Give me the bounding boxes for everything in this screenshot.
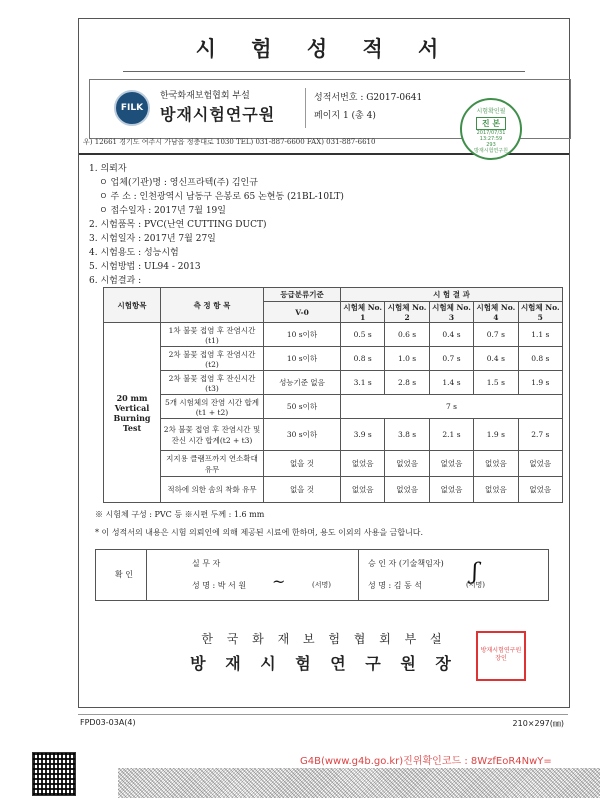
value-cell: 0.7 s bbox=[429, 347, 473, 371]
table-row bbox=[104, 395, 563, 419]
value-cell: 없었음 bbox=[518, 477, 562, 503]
document-title: 시 험 성 적 서 bbox=[195, 36, 453, 61]
value-cell: 없었음 bbox=[474, 477, 518, 503]
official-seal: 방재시험연구원장인 bbox=[476, 631, 526, 681]
header-grade-value: V-0 bbox=[264, 302, 341, 323]
verification-code: G4B(www.g4b.go.kr)진위확인코드 : 8WzfEoR4NwY= bbox=[300, 756, 552, 767]
value-cell: 0.6 s bbox=[385, 323, 429, 347]
measure-cell: 적하에 의한 솜의 착화 유무 bbox=[161, 477, 264, 503]
staff-name: 성 명 : 박 서 원 bbox=[192, 581, 247, 590]
header-grade: 등급분류기준 bbox=[264, 288, 341, 302]
value-cell: 1.1 s bbox=[518, 323, 562, 347]
value-cell: 없었음 bbox=[341, 451, 385, 477]
approver-title: 승 인 자 (기술책임자) bbox=[368, 559, 444, 568]
signature-box bbox=[95, 549, 549, 601]
confirm-label: 확 인 bbox=[102, 550, 147, 600]
staff-title: 실 무 자 bbox=[192, 559, 221, 568]
value-cell: 3.1 s bbox=[341, 371, 385, 395]
table-row bbox=[104, 419, 563, 451]
value-cell: 2.1 s bbox=[429, 419, 473, 451]
specimen-note: ※ 시험체 구성 : PVC 등 ※시편 두께 : 1.6 mm bbox=[95, 510, 265, 519]
test-name-cell: 20 mm Vertical Burning Test bbox=[104, 323, 161, 503]
value-cell: 0.4 s bbox=[429, 323, 473, 347]
value-cell: 없었음 bbox=[518, 451, 562, 477]
approver-sign-label: (서명) bbox=[466, 581, 485, 589]
value-cell: 2.8 s bbox=[385, 371, 429, 395]
form-number: FPD03-03A(4) bbox=[80, 718, 136, 727]
applicant-company: ㅇ 업체(기관)명 : 영신프라텍(주) 김인규 bbox=[99, 178, 258, 188]
org-name: 방재시험연구원 bbox=[160, 105, 276, 124]
criteria-cell: 10 s이하 bbox=[264, 323, 341, 347]
title-divider bbox=[123, 71, 525, 72]
value-cell: 0.5 s bbox=[341, 323, 385, 347]
value-cell: 1.5 s bbox=[474, 371, 518, 395]
value-cell: 없었음 bbox=[474, 451, 518, 477]
measure-cell: 1차 불꽃 접염 후 잔염시간(t1) bbox=[161, 323, 264, 347]
header-test-item: 시험항목 bbox=[104, 288, 161, 323]
signature-separator bbox=[358, 550, 359, 600]
applicant-address: ㅇ 주 소 : 인천광역시 남동구 은봉로 65 논현동 (21BL-10LT) bbox=[99, 192, 344, 202]
staff-signature: ~ bbox=[272, 572, 286, 591]
table-row bbox=[104, 451, 563, 477]
usage-note: * 이 성적서의 내용은 시험 의뢰인에 의해 제공된 시료에 한하며, 용도 이외의 사용을 금합니다. bbox=[95, 528, 424, 537]
barcode-pattern bbox=[118, 768, 600, 798]
measure-cell: 지지용 클램프까지 연소확대 유무 bbox=[161, 451, 264, 477]
value-cell: 2.7 s bbox=[518, 419, 562, 451]
value-cell: 없었음 bbox=[385, 451, 429, 477]
receipt-date: ㅇ 접수일자 : 2017년 7월 19일 bbox=[99, 206, 226, 216]
certificate-number: 성적서번호 : G2017-0641 bbox=[314, 93, 423, 103]
value-cell: 1.9 s bbox=[518, 371, 562, 395]
footer-divider bbox=[78, 714, 568, 715]
header-specimen: 시험체 No. 1 bbox=[341, 302, 385, 323]
issuer-line: 한 국 화 재 보 험 협 회 부 설 bbox=[201, 632, 447, 646]
table-row bbox=[104, 323, 563, 347]
value-cell: 없었음 bbox=[341, 477, 385, 503]
value-cell: 1.9 s bbox=[474, 419, 518, 451]
criteria-cell: 30 s이하 bbox=[264, 419, 341, 451]
header-specimen: 시험체 No. 4 bbox=[474, 302, 518, 323]
table-row bbox=[104, 477, 563, 503]
value-cell: 없었음 bbox=[429, 451, 473, 477]
staff-sign-label: (서명) bbox=[312, 581, 331, 589]
criteria-cell: 50 s이하 bbox=[264, 395, 341, 419]
measure-cell: 2차 불꽃 접염 후 잔염시간 및 잔신 시간 합계(t2 + t3) bbox=[161, 419, 264, 451]
results-table bbox=[103, 287, 563, 503]
criteria-cell: 10 s이하 bbox=[264, 347, 341, 371]
value-cell: 0.7 s bbox=[474, 323, 518, 347]
approver-name: 성 명 : 김 동 석 bbox=[368, 581, 423, 590]
measure-cell: 5개 시험체의 잔염 시간 합계(t1 + t2) bbox=[161, 395, 264, 419]
approver-signature: ʃ bbox=[472, 560, 478, 585]
paper-size: 210×297(㎜) bbox=[512, 719, 564, 728]
criteria-cell: 없을 것 bbox=[264, 451, 341, 477]
value-cell: 3.9 s bbox=[341, 419, 385, 451]
org-subtitle: 한국화재보험협회 부설 bbox=[160, 91, 250, 101]
qr-code-icon bbox=[32, 752, 76, 796]
table-row bbox=[104, 347, 563, 371]
test-date: 3. 시험일자 : 2017년 7월 27일 bbox=[89, 234, 216, 244]
measure-cell: 2차 불꽃 접염 후 잔염시간(t2) bbox=[161, 347, 264, 371]
filk-logo-icon: FILK bbox=[114, 90, 150, 126]
criteria-cell: 성능기준 없음 bbox=[264, 371, 341, 395]
value-cell: 0.8 s bbox=[341, 347, 385, 371]
header-specimen: 시험체 No. 5 bbox=[518, 302, 562, 323]
merged-value-cell: 7 s bbox=[341, 395, 563, 419]
header-specimen: 시험체 No. 3 bbox=[429, 302, 473, 323]
value-cell: 없었음 bbox=[385, 477, 429, 503]
applicant-heading: 1. 의뢰자 bbox=[89, 164, 127, 174]
test-result-heading: 6. 시험결과 : bbox=[89, 276, 142, 286]
criteria-cell: 없을 것 bbox=[264, 477, 341, 503]
value-cell: 0.8 s bbox=[518, 347, 562, 371]
header-separator bbox=[305, 88, 306, 128]
header-result: 시 험 결 과 bbox=[341, 288, 563, 302]
value-cell: 1.0 s bbox=[385, 347, 429, 371]
test-item: 2. 시험품목 : PVC(난연 CUTTING DUCT) bbox=[89, 220, 267, 230]
value-cell: 3.8 s bbox=[385, 419, 429, 451]
value-cell: 1.4 s bbox=[429, 371, 473, 395]
issuer-head: 방 재 시 험 연 구 원 장 bbox=[190, 654, 458, 673]
measure-cell: 2차 불꽃 접염 후 잔신시간(t3) bbox=[161, 371, 264, 395]
verification-stamp: 시험확인필 진 본 2017/07/31 13:27:59 293 방재시험연구원 bbox=[460, 98, 522, 160]
value-cell: 0.4 s bbox=[474, 347, 518, 371]
test-purpose: 4. 시험용도 : 성능시험 bbox=[89, 248, 179, 258]
test-method: 5. 시험방법 : UL94 - 2013 bbox=[89, 262, 201, 272]
header-specimen: 시험체 No. 2 bbox=[385, 302, 429, 323]
value-cell: 없었음 bbox=[429, 477, 473, 503]
header-measure: 측 정 항 목 bbox=[161, 288, 264, 323]
page-indicator: 페이지 1 (총 4) bbox=[314, 111, 376, 121]
org-address: 우) 12661 경기도 여주시 가남읍 정충대로 1030 TEL) 031-887-6600 FAX) 031-887-6610 bbox=[83, 138, 376, 146]
table-row bbox=[104, 371, 563, 395]
